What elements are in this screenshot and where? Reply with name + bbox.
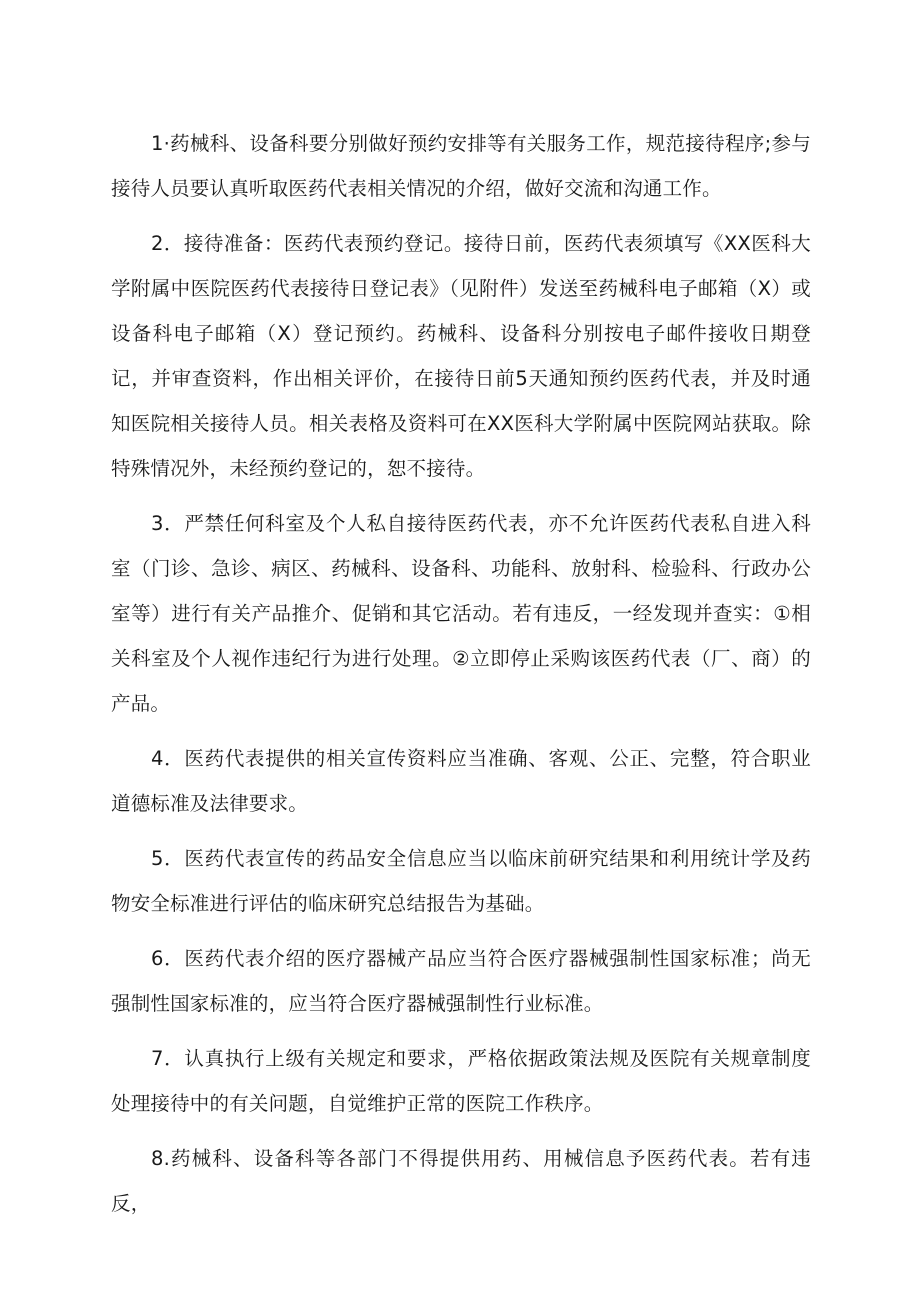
paragraph-3: 3．严禁任何科室及个人私自接待医药代表，亦不允许医药代表私自进入科室（门诊、急诊、病区、药械科、设备科、功能科、放射科、检验科、行政办公室等）进行有关产品推介、促销和其它活动。若有违反，一经发现并查实：①相关科室及个人视作违纪行为进行处理。②立即停止采购该医药代表（厂、商）的产品。 — [111, 512, 811, 715]
paragraph-2: 2．接待准备：医药代表预约登记。接待日前，医药代表须填写《XX医科大学附属中医院医药代表接待日登记表》（见附件）发送至药械科电子邮箱（X）或设备科电子邮箱（X）登记预约。药械科、设备科分别按电子邮件接收日期登记，并审查资料，作出相关评价，在接待日前5天通知预约医药代表，并及时通知医院相关接待人员。相关表格及资料可在XX医科大学附属中医院网站获取。除特殊情况外，未经预约登记的，恕不接待。 — [111, 232, 811, 480]
document-body — [111, 121, 811, 1236]
paragraph-8: 8.药械科、设备科等各部门不得提供用药、用械信息予医药代表。若有违反， — [111, 1147, 811, 1215]
paragraph-5: 5．医药代表宣传的药品安全信息应当以临床前研究结果和利用统计学及药物安全标准进行评估的临床研究总结报告为基础。 — [111, 847, 811, 915]
paragraph-6: 6．医药代表介绍的医疗器械产品应当符合医疗器械强制性国家标准；尚无强制性国家标准的，应当符合医疗器械强制性行业标准。 — [111, 947, 811, 1015]
paragraph-4: 4．医药代表提供的相关宣传资料应当准确、客观、公正、完整，符合职业道德标准及法律要求。 — [111, 747, 811, 815]
paragraph-7: 7．认真执行上级有关规定和要求，严格依据政策法规及医院有关规章制度处理接待中的有关问题，自觉维护正常的医院工作秩序。 — [111, 1047, 811, 1115]
paragraph-1: 1·药械科、设备科要分别做好预约安排等有关服务工作，规范接待程序;参与接待人员要认真听取医药代表相关情况的介绍，做好交流和沟通工作。 — [111, 132, 811, 200]
